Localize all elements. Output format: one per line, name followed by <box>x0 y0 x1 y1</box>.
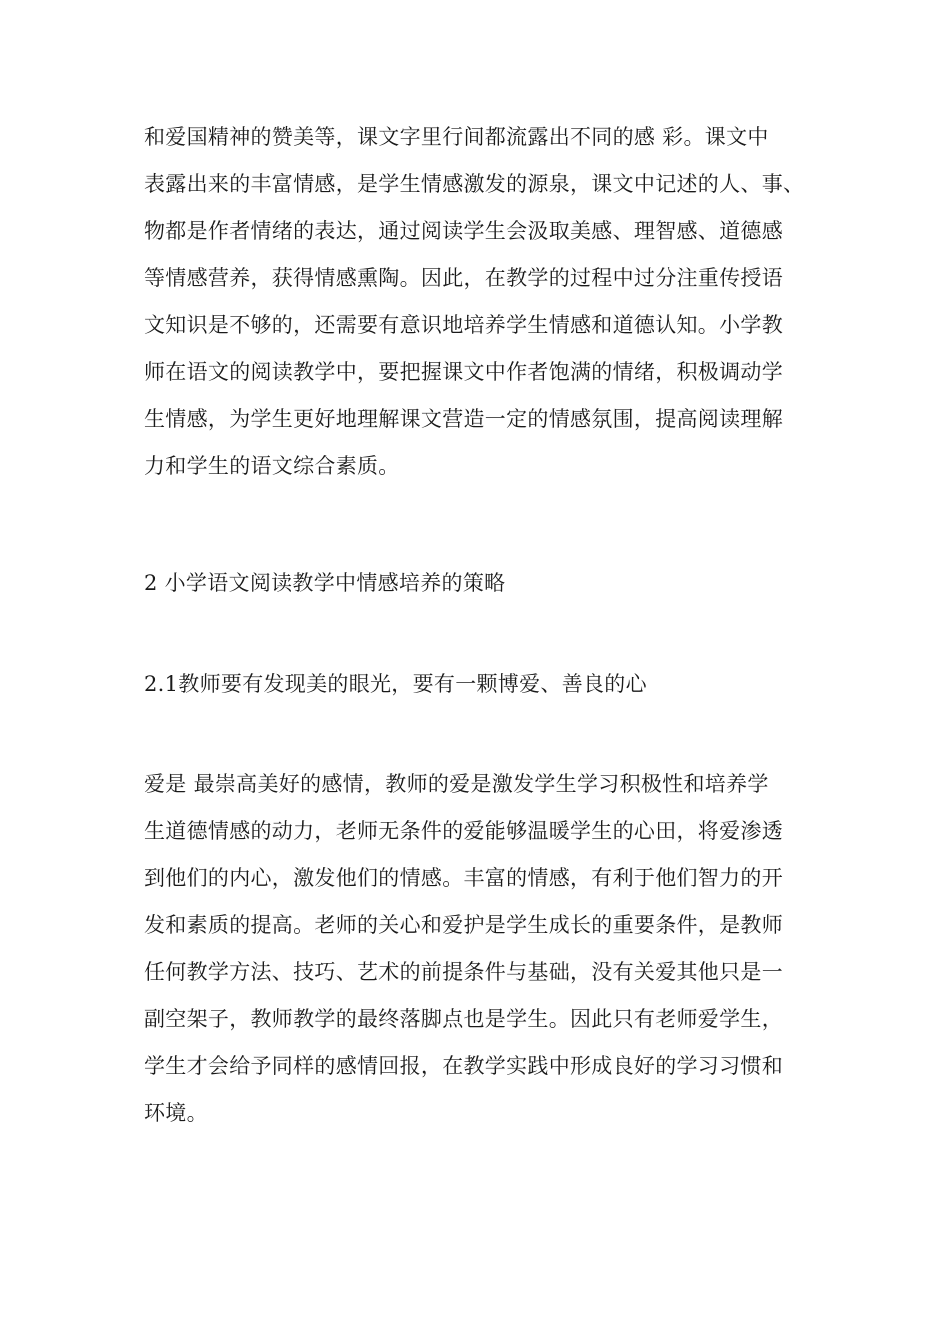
paragraph-line: 生情感，为学生更好地理解课文营造一定的情感氛围，提高阅读理解 <box>144 407 783 431</box>
paragraph-2 <box>144 761 783 1137</box>
paragraph-line: 文知识是不够的，还需要有意识地培养学生情感和道德认知。小学教 <box>144 313 783 337</box>
paragraph-line: 物都是作者情绪的表达，通过阅读学生会汲取美感、理智感、道德感 <box>144 219 783 243</box>
paragraph-line: 任何教学方法、技巧、艺术的前提条件与基础，没有关爱其他只是一 <box>144 960 783 984</box>
paragraph-1 <box>144 114 804 490</box>
paragraph-line: 力和学生的语文综合素质。 <box>144 454 400 478</box>
paragraph-line: 环境。 <box>144 1101 208 1125</box>
paragraph-line: 表露出来的丰富情感，是学生情感激发的源泉，课文中记述的人、事、 <box>144 172 805 196</box>
paragraph-line: 等情感营养，获得情感熏陶。因此，在教学的过程中过分注重传授语 <box>144 266 783 290</box>
paragraph-line: 师在语文的阅读教学中，要把握课文中作者饱满的情绪，积极调动学 <box>144 360 783 384</box>
paragraph-line: 副空架子，教师教学的最终落脚点也是学生。因此只有老师爱学生， <box>144 1007 783 1031</box>
section-heading: 2 小学语文阅读教学中情感培养的策略 <box>144 571 506 595</box>
paragraph-line: 爱是 最崇高美好的感情，教师的爱是激发学生学习积极性和培养学 <box>144 772 769 796</box>
paragraph-line: 发和素质的提高。老师的关心和爱护是学生成长的重要条件，是教师 <box>144 913 783 937</box>
subsection-heading: 2.1教师要有发现美的眼光，要有一颗博爱、善良的心 <box>144 672 647 696</box>
paragraph-line: 和爱国精神的赞美等，课文字里行间都流露出不同的感 彩。课文中 <box>144 125 769 149</box>
paragraph-line: 学生才会给予同样的感情回报，在教学实践中形成良好的学习习惯和 <box>144 1054 783 1078</box>
paragraph-line: 到他们的内心，激发他们的情感。丰富的情感，有利于他们智力的开 <box>144 866 783 890</box>
paragraph-line: 生道德情感的动力，老师无条件的爱能够温暖学生的心田，将爱渗透 <box>144 819 783 843</box>
